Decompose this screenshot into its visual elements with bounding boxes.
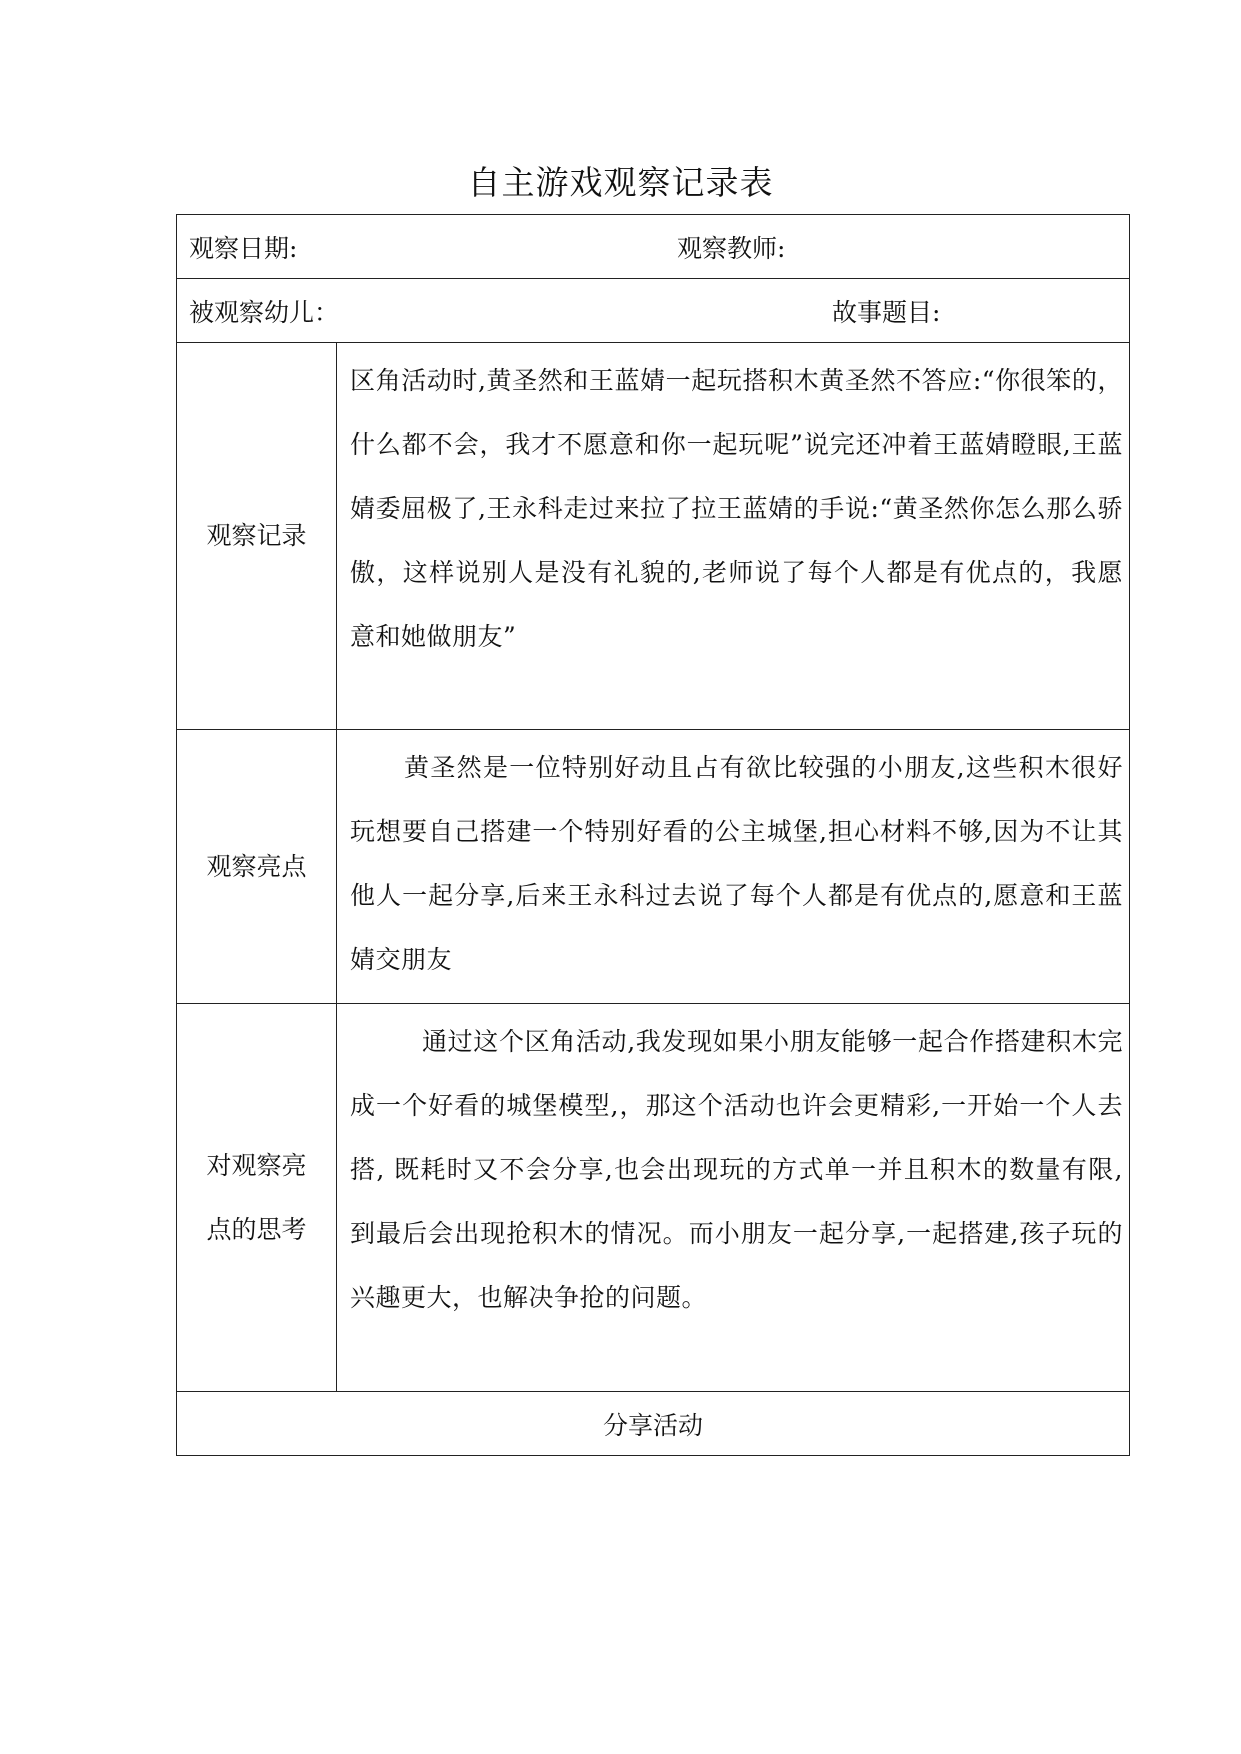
reflection-label-line2: 点的思考	[206, 1214, 307, 1244]
page-title: 自主游戏观察记录表	[467, 163, 774, 202]
date-teacher-cell	[177, 215, 1130, 279]
reflection-text: 通过这个区角活动,我发现如果小朋友能够一起合作搭建积木完成一个好看的城堡模型,，那这个活动也许会更精彩,一开始一个人去搭, 既耗时又不会分享,也会出现玩的方式单一并且积木的数量有限, 到最后会出现抢积木的情况。而小朋友一起分享,一起搭建,孩子玩的兴趣更大，也解决争抢的问题。	[337, 1004, 1130, 1392]
observation-record-label-text: 观察记录	[206, 521, 307, 550]
observation-date-label: 观察日期:	[189, 233, 298, 263]
story-title-label: 故事题目:	[832, 297, 941, 327]
date-teacher-row	[177, 215, 1130, 279]
observation-highlight-label-text: 观察亮点	[206, 851, 307, 881]
observation-record-table	[176, 214, 1130, 1456]
share-activity-label: 分享活动	[177, 1392, 1130, 1456]
child-story-cell	[177, 279, 1130, 343]
observation-record-text: 区角活动时,黄圣然和王蓝婧一起玩搭积木黄圣然不答应:“你很笨的，什么都不会，我才不愿意和你一起玩呢”说完还冲着王蓝婧瞪眼,王蓝婧委屈极了,王永科走过来拉了拉王蓝婧的手说:“黄圣然你怎么那么骄傲，这样说别人是没有礼貌的,老师说了每个人都是有优点的，我愿意和她做朋友”	[337, 343, 1130, 730]
observation-highlight-label	[177, 730, 337, 1004]
observation-teacher-label: 观察教师:	[677, 233, 786, 263]
child-story-row	[177, 279, 1130, 343]
observation-record-label	[177, 343, 337, 730]
observed-child-label: 被观察幼儿：	[189, 297, 340, 327]
observation-highlight-text: 黄圣然是一位特别好动且占有欲比较强的小朋友,这些积木很好玩想要自己搭建一个特别好看的公主城堡,担心材料不够,因为不让其他人一起分享,后来王永科过去说了每个人都是有优点的,愿意和王蓝婧交朋友	[337, 730, 1130, 1004]
reflection-label	[177, 1004, 337, 1392]
reflection-row	[177, 1004, 1130, 1392]
observation-highlight-row	[177, 730, 1130, 1004]
observation-record-row	[177, 343, 1130, 730]
reflection-label-line1: 对观察亮	[206, 1150, 307, 1180]
share-activity-row	[177, 1392, 1130, 1456]
